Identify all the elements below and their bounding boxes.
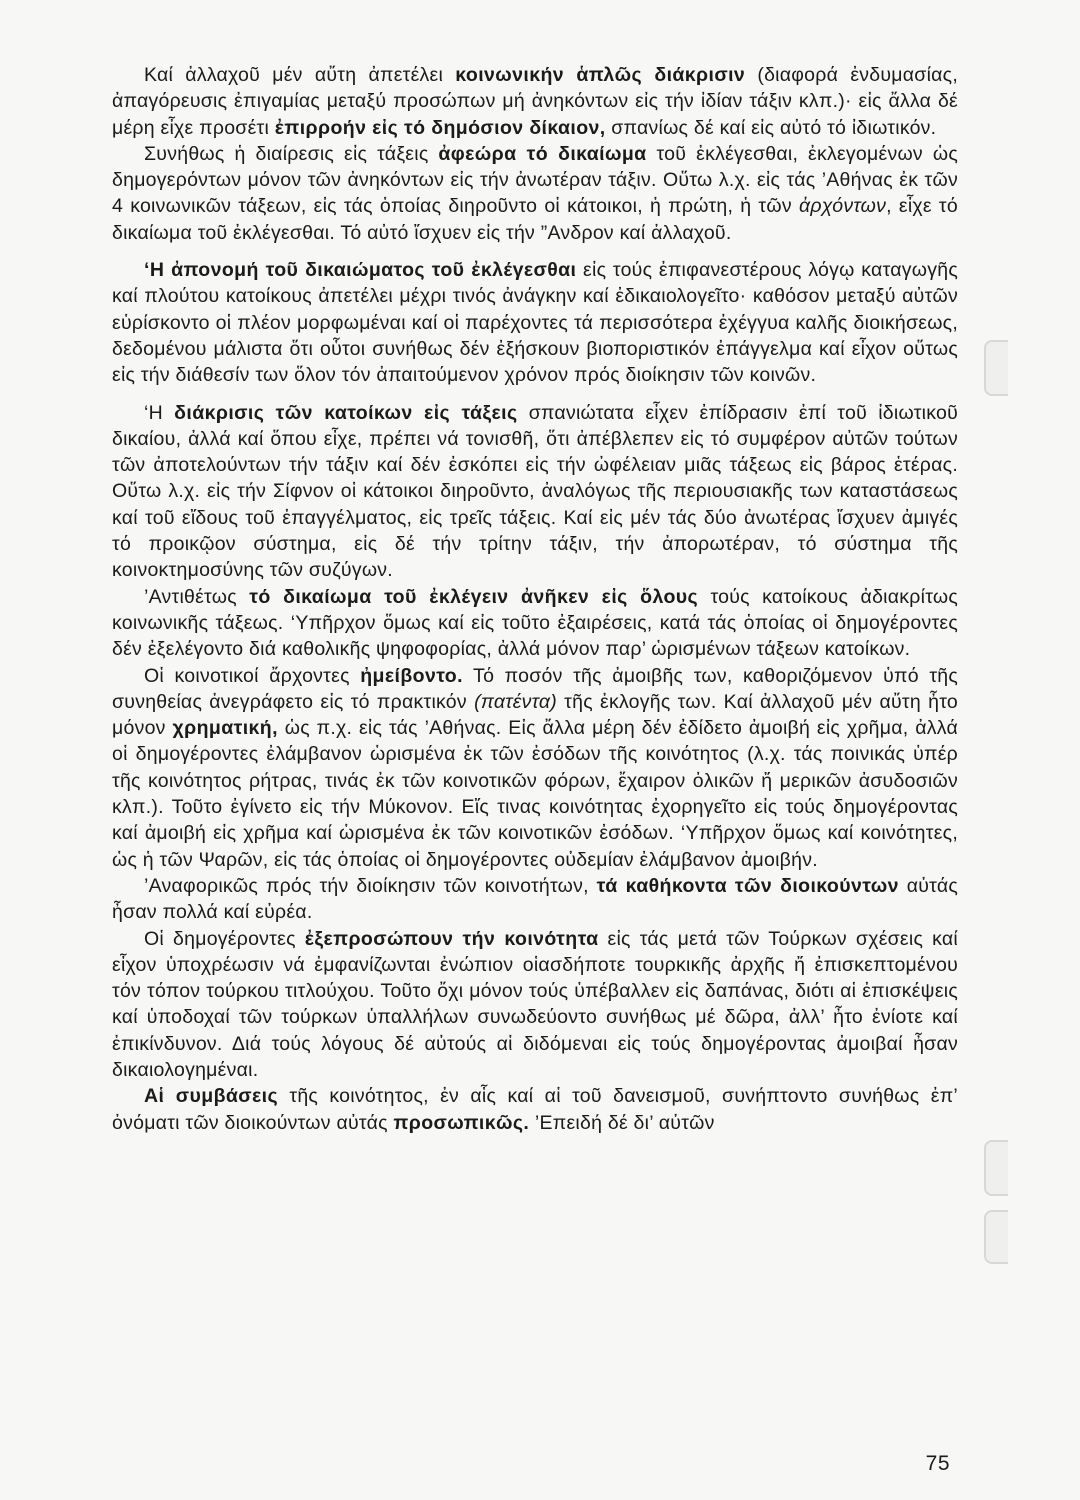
text-run: αὐτάς ἦσαν πολλά καί εὐρέα. bbox=[112, 874, 958, 924]
text-run: εἰς τούς ἐπιφανεστέρους λόγῳ καταγωγῆς καί πλούτου κατοίκους ἀπετέλει μέχρι τινός ἀνάγκην καί ἐδικαιολογεῖτο· καθόσον μεταξύ αὐτῶν εὑρίσκοντο οἱ πλέον μορφωμέναι καί οἱ παρέχοντες τά περισσότερα ἐχέγγυα καλῆς διοικήσεως, δεδομένου μάλιστα ὅτι οὗτοι συνήθως δέν ἐξήσκουν βιοποριστικόν ἐπάγγελμα καί εἶχον οὕτως εἰς τήν διάθεσίν των ὅλον τόν ἀπαιτούμενον χρόνον πρός διοίκησιν τῶν κοινῶν. bbox=[112, 259, 958, 387]
body-paragraph bbox=[112, 141, 958, 246]
bold-emphasis: χρηματική, bbox=[172, 717, 278, 740]
text-run: τοῦ ἐκλέγεσθαι, ἐκλεγομένων ὡς δημογερόντων μόνον τῶν ἀνηκόντων εἰς τήν ἀνωτέραν τάξιν. Οὕτω λ.χ. εἰς τάς ’Αθήνας ἐκ τῶν 4 κοινωνικῶν τάξεων, εἰς τάς ὁποίας διηροῦντο οἱ κάτοικοι, ἡ πρώτη, ἡ τῶν bbox=[112, 142, 958, 218]
body-paragraph bbox=[112, 663, 958, 873]
italic-emphasis: ἀρχόντων bbox=[798, 195, 887, 218]
body-paragraph bbox=[112, 926, 958, 1084]
bold-emphasis: διάκρισις τῶν κατοίκων εἰς τάξεις bbox=[174, 401, 518, 424]
bold-emphasis: ἀφεώρα τό δικαίωμα bbox=[438, 142, 647, 165]
page-number: 75 bbox=[925, 1452, 950, 1475]
body-paragraph bbox=[112, 584, 958, 663]
text-run: ’Αναφορικῶς πρός τήν διοίκησιν τῶν κοινοτήτων, bbox=[144, 874, 597, 897]
bold-emphasis: προσωπικῶς. bbox=[393, 1111, 530, 1134]
italic-emphasis: (πατέντα) bbox=[474, 690, 557, 713]
edge-tab-marker bbox=[984, 340, 1008, 396]
body-paragraph bbox=[112, 1083, 958, 1136]
text-run: (διαφορά ἐνδυμασίας, ἀπαγόρευσις ἐπιγαμίας μεταξύ προσώπων μή ἀνηκόντων εἰς τήν ἰδίαν τάξιν κλπ.)· εἰς ἄλλα δέ μέρη εἶχε προσέτι bbox=[112, 64, 958, 139]
bold-emphasis: τό δικαίωμα τοῦ ἐκλέγειν ἀνῆκεν εἰς ὅλους bbox=[249, 585, 699, 608]
text-run: ὡς π.χ. εἰς τάς ’Αθήνας. Εἰς ἄλλα μέρη δέν ἐδίδετο ἀμοιβή εἰς χρῆμα, ἀλλά οἱ δημογέροντες ἐλάμβανον ὡρισμένα ἐκ τῶν ἐσόδων τῆς κοινότητος (λ.χ. τάς ποινικάς ὑπέρ τῆς κοινότητος ρήτρας, τινάς ἐκ τῶν κοινοτικῶν φόρων, ἔχαιρον ὀλικῶν ἤ μερικῶν ἀσυδοσιῶν κλπ.). Τοῦτο ἐγίνετο εἰς τήν Μύκονον. Εἴς τινας κοινότητας ἐχορηγεῖτο εἰς τούς δημογέροντας καί ἀμοιβή εἰς χρῆμα καί ὡρισμένα ἐκ τῶν κοινοτικῶν ἐσόδων. ‘Υπῆρχον ὅμως καί κοινότητες, ὡς ἡ τῶν Ψαρῶν, εἰς τάς ὁποίας οἱ δημογέροντες οὐδεμίαν ἐλάμβανον ἀμοιβήν. bbox=[112, 717, 959, 871]
text-run: , εἶχε τό δικαίωμα τοῦ ἐκλέγεσθαι. Τό αὐτό ἴσχυεν εἰς τήν ”Ανδρον καί ἀλλαχοῦ. bbox=[112, 195, 958, 244]
text-run: Οἱ κοινοτικοί ἄρχοντες bbox=[144, 664, 361, 687]
text-run: τῆς κοινότητος, ἐν αἷς καί αἱ τοῦ δανεισμοῦ, συνήπτοντο συνήθως ἐπ’ ὀνόματι τῶν διοικούντων αὐτάς bbox=[112, 1085, 958, 1134]
text-run: εἰς τάς μετά τῶν Τούρκων σχέσεις καί εἶχον ὑποχρέωσιν νά ἐμφανίζωνται ἐνώπιον οἱασδήποτε τουρκικῆς ἀρχῆς ἤ ἐπισκεπτομένου τόν τόπον τούρκου τιτλούχου. Τοῦτο ὄχι μόνον τούς ὑπέβαλλεν εἰς δαπάνας, διότι αἱ ἐπισκέψεις καί ὑποδοχαί τῶν τούρκων ὑπαλλήλων συνωδεύοντο συνήθως μέ δῶρα, ἀλλ’ ἦτο ἐνίοτε καί ἐπικίνδυνον. Διά τούς λόγους δέ αὐτούς αἱ διδόμεναι εἰς τούς δημογέροντας ἀμοιβαί ἦσαν δικαιολογημέναι. bbox=[112, 927, 958, 1081]
text-run: Συνήθως ἡ διαίρεσις εἰς τάξεις bbox=[144, 142, 439, 165]
text-run: σπανιώτατα εἶχεν ἐπίδρασιν ἐπί τοῦ ἰδιωτικοῦ δικαίου, ἀλλά καί ὅπου εἶχε, πρέπει νά τονισθῆ, ὅτι ἀπέβλεπεν εἰς τό συμφέρον αὐτῶν τούτων τῶν ἀποτελούντων τήν τάξιν καί δέν ἐσκόπει εἰς τήν ὠφέλειαν μιᾶς τάξεως εἰς βάρος ἑτέρας. Οὕτω λ.χ. εἰς τήν Σίφνον οἱ κάτοικοι διηροῦντο, ἀναλόγως τῆς περιουσιακῆς των καταστάσεως καί τοῦ εἴδους τοῦ ἐπαγγέλματος, εἰς τρεῖς τάξεις. Καί εἰς μέν τάς δύο ἀνωτέρας ἴσχυεν ἀμιγές τό προικῷον σύστημα, εἰς δέ τήν τρίτην τάξιν, τήν ἀπορωτέραν, τό σύστημα τῆς κοινοκτημοσύνης τῶν συζύγων. bbox=[112, 401, 958, 582]
text-run: ‘Η bbox=[144, 401, 175, 424]
bold-emphasis: κοινωνικήν ἁπλῶς διάκρισιν bbox=[455, 64, 746, 86]
body-paragraph bbox=[112, 257, 958, 388]
body-paragraph bbox=[112, 873, 958, 926]
text-run: σπανίως δέ καί εἰς αὐτό τό ἰδιωτικόν. bbox=[605, 116, 937, 139]
text-run: τῆς ἐκλογῆς των. Καί ἀλλαχοῦ μέν αὔτη ἦτο μόνον bbox=[112, 690, 958, 740]
text-run: Καί ἀλλαχοῦ μέν αὔτη ἀπετέλει bbox=[144, 64, 456, 86]
body-paragraph bbox=[112, 62, 958, 141]
bold-emphasis: Αἱ συμβάσεις bbox=[144, 1085, 279, 1108]
text-run: Οἱ δημογέροντες bbox=[144, 927, 305, 950]
bold-emphasis: ἐξεπροσώπουν τήν κοινότητα bbox=[304, 927, 599, 950]
bold-emphasis: ἐπιρροήν εἰς τό δημόσιον δίκαιον, bbox=[274, 116, 606, 139]
text-run: Τό ποσόν τῆς ἀμοιβῆς των, καθοριζόμενον ὑπό τῆς συνηθείας ἀνεγράφετο εἰς τό πρακτικόν bbox=[112, 664, 959, 713]
edge-tab-marker bbox=[984, 1210, 1008, 1264]
body-paragraph bbox=[112, 400, 958, 584]
bold-emphasis: ἠμείβοντο. bbox=[360, 664, 463, 687]
page-text-column bbox=[112, 62, 958, 1136]
text-run: ’Αντιθέτως bbox=[144, 585, 250, 608]
bold-emphasis: ‘Η ἀπονομή τοῦ δικαιώματος τοῦ ἐκλέγεσθαι bbox=[144, 259, 577, 282]
bold-emphasis: τά καθήκοντα τῶν διοικούντων bbox=[596, 874, 899, 897]
edge-tab-marker bbox=[984, 1140, 1008, 1196]
text-run: τούς κατοίκους ἀδιακρίτως κοινωνικῆς τάξεως. ‘Υπῆρχον ὅμως καί εἰς τοῦτο ἐξαιρέσεις, κατά τάς ὁποίας οἱ δημογέροντες δέν ἐξελέγοντο διά καθολικῆς ψηφοφορίας, ἀλλά μόνον παρ’ ὡρισμένων τάξεων κατοίκων. bbox=[112, 585, 959, 661]
text-run: ’Επειδή δέ δι’ αὐτῶν bbox=[529, 1111, 715, 1134]
